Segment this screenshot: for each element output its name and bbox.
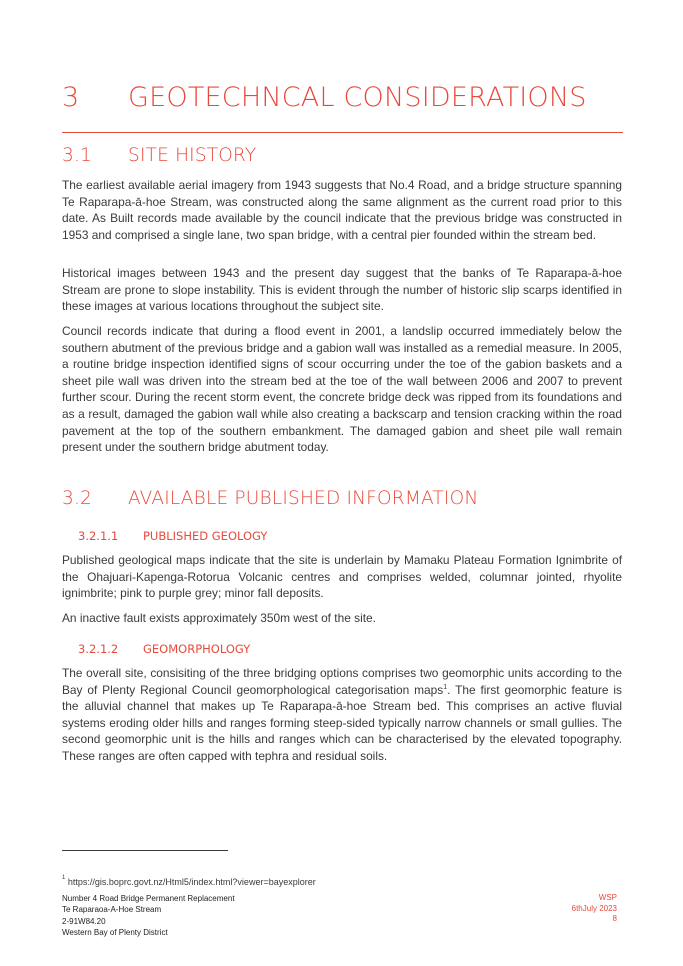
footnote-mark: 1 (62, 875, 66, 881)
chapter-heading (62, 82, 632, 113)
footer-line: Western Bay of Plenty District (62, 927, 168, 937)
subsection-number: 3.2.1.2 (78, 642, 119, 656)
footnote (62, 877, 462, 887)
subsection-number: 3.2.1.1 (78, 529, 119, 543)
subsection-heading-geomorphology (78, 642, 618, 656)
footer-line: 2-91W84.20 (62, 916, 106, 926)
subsection-title: PUBLISHED GEOLOGY (143, 529, 268, 543)
footer-meta (497, 893, 617, 925)
chapter-title: GEOTECHNCAL CONSIDERATIONS (128, 82, 587, 113)
geomorphology-paragraph (62, 665, 622, 765)
footer-date: 6thJuly 2023 (571, 903, 617, 913)
heading-divider (62, 132, 623, 133)
page-number: 8 (612, 914, 617, 923)
geomorphology-text-a: The overall site, consisiting of the three bridging options comprises two geomorphic units according to the Bay of Plenty Regional Council geomorphological categorisation maps (62, 666, 622, 697)
footer-company: WSP (598, 893, 617, 902)
geology-paragraph-2: An inactive fault exists approximately 350m west of the site. (62, 611, 376, 625)
section-title: AVAILABLE PUBLISHED INFORMATION (128, 488, 479, 509)
footer-line: Te Raparaoa-A-Hoe Stream (62, 905, 162, 915)
site-history-paragraph-2: Historical images between 1943 and the present day suggest that the banks of Te Raparapa-ā-hoe Stream are prone to slope instability. This is evident through the number of historic slip scarps identified in these images at various locations throughout the subject site. (62, 266, 622, 314)
site-history-paragraph-3: Council records indicate that during a flood event in 2001, a landslip occurred immediately below the southern abutment of the previous bridge and a gabion wall was installed as a remedial measure. In 2005, a routine bridge inspection identified signs of scour occurring under the toe of the gabion baskets and a sheet pile wall was driven into the stream bed at the toe of the wall between 2006 and 2007 to prevent further scour. During the recent storm event, the concrete bridge deck was ripped from its foundations and as a result, damaged the gabion wall while also creating a backscarp and tension cracking within the road pavement at the top of the southern embankment. The damaged gabion and sheet pile wall remain present under the southern bridge abutment today. (62, 324, 622, 455)
section-number: 3.1 (62, 145, 93, 166)
section-title: SITE HISTORY (128, 145, 257, 166)
section-heading-published-info (62, 488, 622, 509)
section-number: 3.2 (62, 488, 93, 509)
subsection-title: GEOMORPHOLOGY (143, 642, 251, 656)
subsection-heading-geology (78, 529, 618, 543)
site-history-paragraph-1: The earliest available aerial imagery from 1943 suggests that No.4 Road, and a bridge structure spanning Te Raparapa-ā-hoe Stream, was constructed along the same alignment as the current road prior to this date. As Built records made available by the council indicate that the previous bridge was constructed in 1953 and comprised a single lane, two span bridge, with a central pier founded within the stream bed. (62, 178, 622, 242)
footnote-reference[interactable]: 1 (443, 683, 448, 691)
section-heading-site-history (62, 145, 622, 166)
footnote-divider (62, 850, 228, 851)
geomorphology-text-b: . The first geomorphic feature is the alluvial channel that makes up Te Raparapa-ā-hoe Stream bed. This comprises an active fluvial systems eroding older hills and ranges forming steep-sided typically narrow channels or small gullies. The second geomorphic unit is the hills and ranges which can be characterised by the elevated topography. These ranges are often capped with tephra and residual soils. (62, 682, 622, 763)
geology-paragraph-1: Published geological maps indicate that the site is underlain by Mamaku Plateau Formation Ignimbrite of the Ohajuari-Kapenga-Rotorua Volcanic centres and comprises welded, columnar jointed, rhyolite ignimbrite; pink to purple grey; minor fall deposits. (62, 553, 622, 601)
chapter-number: 3 (62, 82, 80, 113)
footer-project-info (62, 893, 362, 938)
footnote-link[interactable]: https://gis.boprc.govt.nz/Html5/index.html?viewer=bayexplorer (67, 877, 316, 887)
footer-line: Number 4 Road Bridge Permanent Replacement (62, 894, 235, 903)
